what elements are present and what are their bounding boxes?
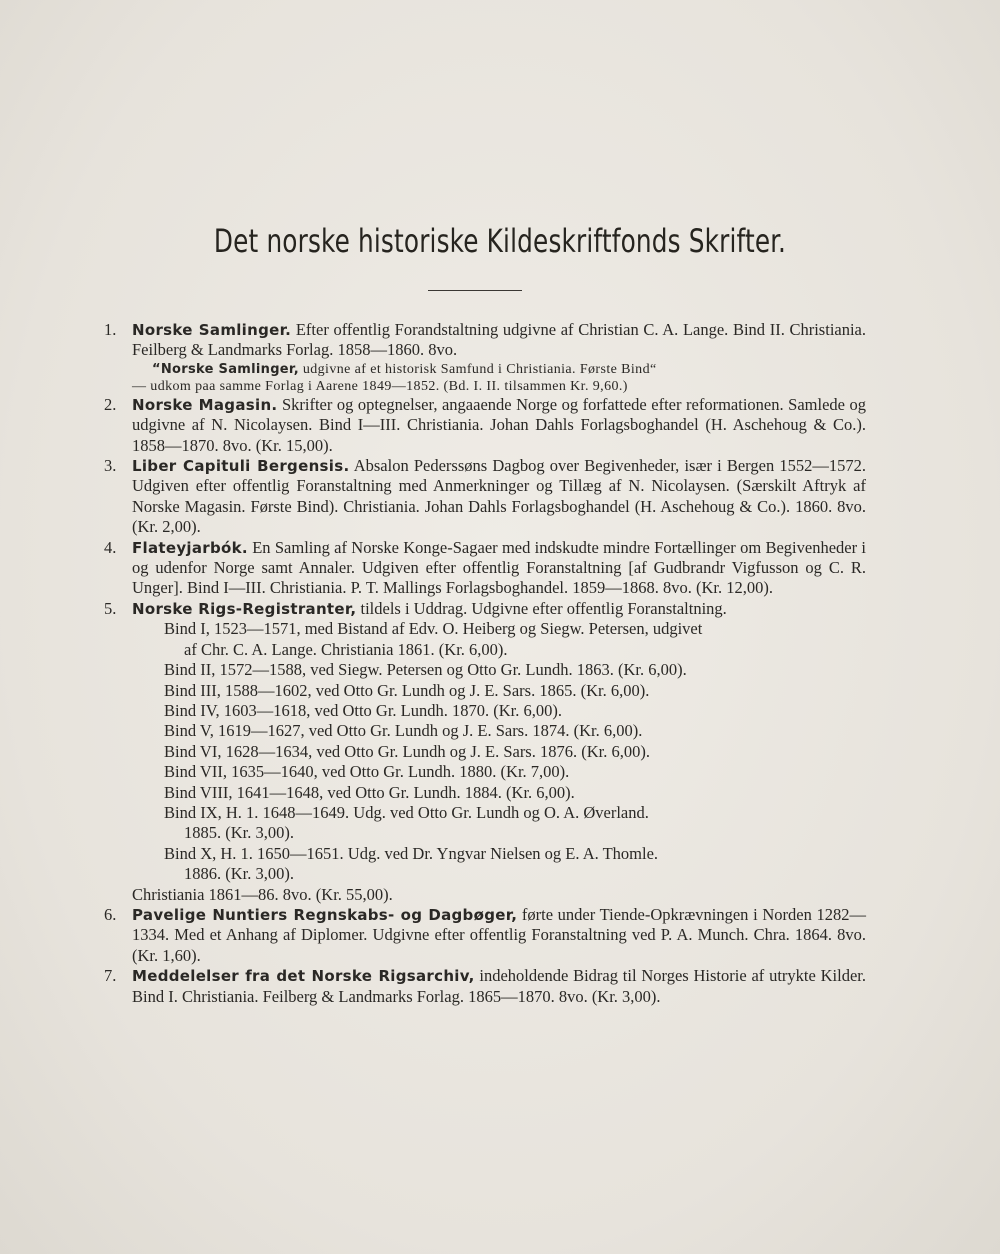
volume-text-continued: af Chr. C. A. Lange. Christiania 1861. (Kr. 6,00). <box>184 639 508 659</box>
volume-text: Bind IX, H. 1. 1648—1649. Udg. ved Otto Gr. Lundh og O. A. Øverland. <box>164 802 649 822</box>
volume-text: Bind II, 1572—1588, ved Siegw. Petersen og Otto Gr. Lundh. 1863. (Kr. 6,00). <box>164 660 687 680</box>
list-item <box>96 395 866 456</box>
volume-text: Bind VI, 1628—1634, ved Otto Gr. Lundh og J. E. Sars. 1876. (Kr. 6,00). <box>164 741 650 761</box>
entry-text: førte under Tiende-Opkrævningen i Norden 1282—1334. Med et Anhang af Diplomer. Udgivne efter offentlig Foranstaltning ved P. A. Munch. Chra. 1864. 8vo. (Kr. 1,60). <box>132 904 866 965</box>
volume-item <box>96 681 866 701</box>
volume-item <box>96 660 866 680</box>
volume-item <box>96 721 866 741</box>
volume-text: Bind III, 1588—1602, ved Otto Gr. Lundh og J. E. Sars. 1865. (Kr. 6,00). <box>164 680 650 700</box>
entry-note <box>132 361 866 395</box>
volume-list <box>96 619 866 905</box>
list-item <box>96 456 866 538</box>
volume-text: Bind IV, 1603—1618, ved Otto Gr. Lundh. 1870. (Kr. 6,00). <box>164 700 562 720</box>
entry-text: tildels i Uddrag. Udgivne efter offentlig Foranstaltning. <box>356 598 727 618</box>
entry-number: 2. <box>104 394 117 414</box>
list-item <box>96 538 866 599</box>
note-text-continued: — udkom paa samme Forlag i Aarene 1849—1852. (Bd. I. II. tilsammen Kr. 9,60.) <box>132 378 628 394</box>
entry-text: Skrifter og optegnelser, angaaende Norge og forfattede efter reformationen. Samlede og udgivne af N. Nicolaysen. Bind I—III. Christiania. Johan Dahls Forlagsboghandel (H. Aschehoug & Co.). 1858—1870. 8vo. (Kr. 15,00). <box>132 394 866 455</box>
entry-name: Norske Rigs-Registranter, <box>132 599 357 618</box>
entry-text: indeholdende Bidrag til Norges Historie af utrykte Kilder. Bind I. Christiania. Feilberg & Landmarks Forlag. 1865—1870. 8vo. (Kr. 3,00). <box>132 966 866 1006</box>
title-divider <box>428 290 522 291</box>
volume-text: Bind VII, 1635—1640, ved Otto Gr. Lundh. 1880. (Kr. 7,00). <box>164 762 570 782</box>
volume-text: Bind V, 1619—1627, ved Otto Gr. Lundh og J. E. Sars. 1874. (Kr. 6,00). <box>164 721 643 741</box>
entry-number: 6. <box>104 904 117 924</box>
volume-item <box>96 619 866 660</box>
volume-text: Bind X, H. 1. 1650—1651. Udg. ved Dr. Yngvar Nielsen og E. A. Thomle. <box>164 843 659 863</box>
volume-item <box>96 803 866 844</box>
entry-list <box>96 320 866 1007</box>
list-item <box>96 905 866 966</box>
entry-number: 5. <box>104 598 117 618</box>
entry-name: Flateyjarbók. <box>132 538 248 557</box>
page-title: Det norske historiske Kildeskriftfonds Skrifter. <box>213 222 787 260</box>
note-name: “Norske Samlinger, <box>152 361 299 377</box>
volume-item <box>96 762 866 782</box>
volume-item <box>96 742 866 762</box>
list-item <box>96 599 866 905</box>
volume-text-continued: 1886. (Kr. 3,00). <box>184 864 294 884</box>
entry-number: 1. <box>104 320 117 339</box>
entry-name: Pavelige Nuntiers Regnskabs- og Dagbøger, <box>132 905 518 924</box>
entry-name: Norske Samlinger. <box>132 321 292 339</box>
volume-text-continued: 1885. (Kr. 3,00). <box>184 823 294 843</box>
volume-item <box>96 844 866 885</box>
entry-name: Meddelelser fra det Norske Rigsarchiv, <box>132 967 475 986</box>
volume-item <box>96 701 866 721</box>
volume-summary: Christiania 1861—86. 8vo. (Kr. 55,00). <box>132 884 393 904</box>
note-text: udgivne af et historisk Samfund i Christiania. Første Bind“ <box>298 361 657 377</box>
list-item <box>96 320 866 395</box>
entry-number: 3. <box>104 456 117 476</box>
entry-number: 7. <box>104 966 117 986</box>
entry-number: 4. <box>104 537 117 557</box>
entry-text: Efter offentlig Forandstaltning udgivne af Christian C. A. Lange. Bind II. Christiania. Feilberg & Landmarks Forlag. 1858—1860. 8vo. <box>132 320 867 360</box>
entry-name: Norske Magasin. <box>132 395 278 414</box>
entry-name: Liber Capituli Bergensis. <box>132 457 350 476</box>
entry-text: En Samling af Norske Konge-Sagaer med indskudte mindre Fortællinger om Begivenheder i og udenfor Norge samt Annaler. Udgiven efter offentlig Foranstaltning [af Gudbrandr Vigfusson og C. R. Unger]. Bind I—III. Christiania. P. T. Mallings Forlagsboghandel. 1859—1868. 8vo. (Kr. 12,00). <box>132 537 866 598</box>
entry-text: Absalon Pederssøns Dagbog over Begivenheder, især i Bergen 1552—1572. Udgiven efter offentlig Foranstaltning med Anmerkninger og Tillæg af N. Nicolaysen. (Særskilt Aftryk af Norske Magasin. Første Bind). Christiania. Johan Dahls Forlagsboghandel (H. Aschehoug & Co.). 1860. 8vo. (Kr. 2,00). <box>132 456 866 537</box>
volume-text: Bind VIII, 1641—1648, ved Otto Gr. Lundh. 1884. (Kr. 6,00). <box>164 782 575 802</box>
volume-text: Bind I, 1523—1571, med Bistand af Edv. O. Heiberg og Siegw. Petersen, udgivet <box>164 619 703 639</box>
list-item <box>96 966 866 1007</box>
volume-item <box>96 783 866 803</box>
